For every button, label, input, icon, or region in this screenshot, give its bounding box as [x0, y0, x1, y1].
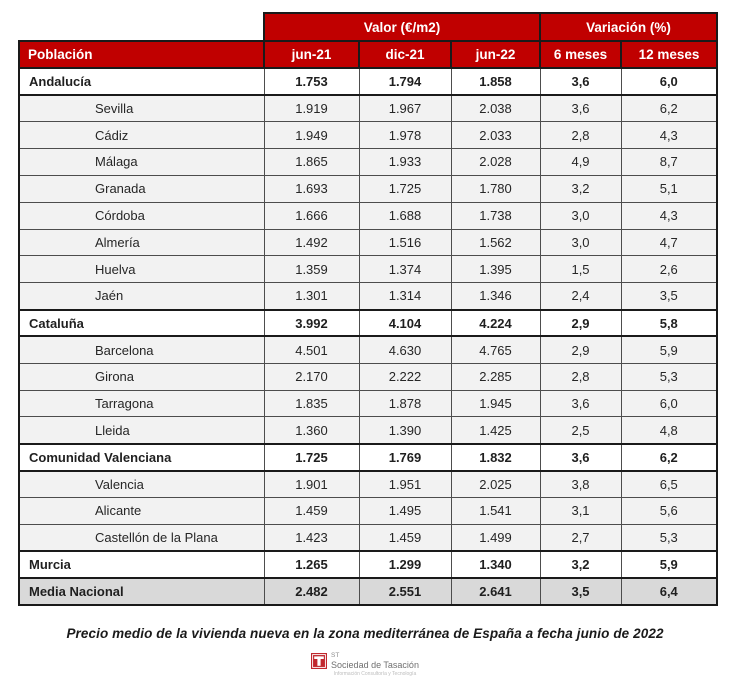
table-row [19, 175, 717, 202]
table-body [19, 68, 717, 605]
value-cell-jun-22: 2.038 [451, 95, 540, 122]
row-label-cell: Barcelona [19, 336, 264, 363]
row-label-cell: Jaén [19, 283, 264, 310]
value-cell-jun-22: 1.738 [451, 202, 540, 229]
value-cell-jun-22: 1.340 [451, 551, 540, 578]
value-cell-6 meses: 3,0 [540, 202, 621, 229]
value-cell-6 meses: 2,9 [540, 336, 621, 363]
table-row [19, 363, 717, 390]
table-row [19, 390, 717, 417]
row-label-cell: Málaga [19, 149, 264, 176]
column-header-jun-22: jun-22 [451, 41, 540, 68]
value-cell-12 meses: 6,5 [621, 471, 717, 498]
value-cell-jun-21: 1.359 [264, 256, 359, 283]
value-cell-jun-22: 1.780 [451, 175, 540, 202]
value-cell-jun-22: 1.395 [451, 256, 540, 283]
value-cell-jun-21: 1.360 [264, 417, 359, 444]
table-row [19, 551, 717, 578]
value-cell-jun-21: 1.666 [264, 202, 359, 229]
st-logo-icon [311, 653, 327, 669]
value-cell-6 meses: 3,2 [540, 551, 621, 578]
value-cell-dic-21: 1.374 [359, 256, 451, 283]
value-cell-dic-21: 1.459 [359, 524, 451, 551]
value-cell-12 meses: 8,7 [621, 149, 717, 176]
value-cell-6 meses: 3,6 [540, 95, 621, 122]
value-cell-dic-21: 1.299 [359, 551, 451, 578]
table-row [19, 417, 717, 444]
value-cell-12 meses: 6,0 [621, 390, 717, 417]
value-cell-dic-21: 1.978 [359, 122, 451, 149]
table-row [19, 68, 717, 95]
value-cell-6 meses: 3,6 [540, 444, 621, 471]
value-cell-12 meses: 6,2 [621, 444, 717, 471]
value-cell-jun-21: 1.423 [264, 524, 359, 551]
value-cell-dic-21: 4.104 [359, 310, 451, 337]
value-cell-6 meses: 2,8 [540, 122, 621, 149]
value-cell-12 meses: 5,3 [621, 524, 717, 551]
value-cell-jun-21: 2.170 [264, 363, 359, 390]
value-cell-jun-22: 1.945 [451, 390, 540, 417]
value-cell-jun-21: 1.753 [264, 68, 359, 95]
price-table-container [18, 12, 718, 606]
value-cell-12 meses: 5,9 [621, 336, 717, 363]
row-label-cell: Castellón de la Plana [19, 524, 264, 551]
row-label-cell: Granada [19, 175, 264, 202]
value-cell-6 meses: 3,6 [540, 68, 621, 95]
value-cell-6 meses: 3,5 [540, 578, 621, 605]
value-cell-jun-21: 1.492 [264, 229, 359, 256]
value-cell-jun-21: 4.501 [264, 336, 359, 363]
row-label-cell: Almería [19, 229, 264, 256]
value-cell-jun-21: 3.992 [264, 310, 359, 337]
row-label-cell: Córdoba [19, 202, 264, 229]
value-cell-dic-21: 1.933 [359, 149, 451, 176]
table-row [19, 524, 717, 551]
valor-group-header: Valor (€/m2) [264, 13, 540, 41]
value-cell-12 meses: 6,0 [621, 68, 717, 95]
value-cell-6 meses: 4,9 [540, 149, 621, 176]
sociedad-de-tasacion-logo [311, 653, 419, 677]
value-cell-dic-21: 2.222 [359, 363, 451, 390]
row-label-cell: Valencia [19, 471, 264, 498]
row-label-cell: Andalucía [19, 68, 264, 95]
value-cell-6 meses: 2,7 [540, 524, 621, 551]
value-cell-jun-22: 1.858 [451, 68, 540, 95]
column-header-poblacion: Población [19, 41, 264, 68]
table-row [19, 498, 717, 525]
logo-area [0, 653, 730, 677]
value-cell-6 meses: 3,1 [540, 498, 621, 525]
value-cell-12 meses: 5,9 [621, 551, 717, 578]
value-cell-6 meses: 3,0 [540, 229, 621, 256]
value-cell-dic-21: 1.769 [359, 444, 451, 471]
value-cell-jun-22: 2.025 [451, 471, 540, 498]
value-cell-dic-21: 1.688 [359, 202, 451, 229]
table-row [19, 336, 717, 363]
value-cell-12 meses: 4,3 [621, 202, 717, 229]
column-header-6-meses: 6 meses [540, 41, 621, 68]
value-cell-12 meses: 5,6 [621, 498, 717, 525]
value-cell-jun-21: 1.835 [264, 390, 359, 417]
value-cell-12 meses: 4,3 [621, 122, 717, 149]
column-header-row [19, 41, 717, 68]
value-cell-12 meses: 6,2 [621, 95, 717, 122]
row-label-cell: Huelva [19, 256, 264, 283]
value-cell-jun-21: 1.301 [264, 283, 359, 310]
value-cell-jun-22: 1.541 [451, 498, 540, 525]
row-label-cell: Sevilla [19, 95, 264, 122]
value-cell-jun-21: 1.265 [264, 551, 359, 578]
variacion-group-header: Variación (%) [540, 13, 717, 41]
column-header-jun-21: jun-21 [264, 41, 359, 68]
value-cell-6 meses: 2,8 [540, 363, 621, 390]
value-cell-jun-21: 1.693 [264, 175, 359, 202]
value-cell-6 meses: 2,9 [540, 310, 621, 337]
value-cell-jun-21: 1.901 [264, 471, 359, 498]
value-cell-jun-21: 1.919 [264, 95, 359, 122]
table-row [19, 229, 717, 256]
row-label-cell: Girona [19, 363, 264, 390]
value-cell-dic-21: 1.390 [359, 417, 451, 444]
value-cell-jun-22: 2.641 [451, 578, 540, 605]
value-cell-jun-22: 1.346 [451, 283, 540, 310]
value-cell-jun-22: 2.285 [451, 363, 540, 390]
value-cell-6 meses: 2,4 [540, 283, 621, 310]
column-header-12-meses: 12 meses [621, 41, 717, 68]
value-cell-dic-21: 1.314 [359, 283, 451, 310]
value-cell-dic-21: 2.551 [359, 578, 451, 605]
value-cell-12 meses: 2,6 [621, 256, 717, 283]
row-label-cell: Alicante [19, 498, 264, 525]
value-cell-6 meses: 3,8 [540, 471, 621, 498]
row-label-cell: Murcia [19, 551, 264, 578]
value-cell-dic-21: 1.495 [359, 498, 451, 525]
value-cell-dic-21: 1.516 [359, 229, 451, 256]
table-row [19, 283, 717, 310]
table-row [19, 149, 717, 176]
value-cell-jun-21: 1.949 [264, 122, 359, 149]
value-cell-jun-21: 1.459 [264, 498, 359, 525]
value-cell-dic-21: 1.878 [359, 390, 451, 417]
value-cell-12 meses: 5,8 [621, 310, 717, 337]
table-row [19, 444, 717, 471]
price-table [18, 12, 718, 606]
value-cell-6 meses: 2,5 [540, 417, 621, 444]
table-row [19, 310, 717, 337]
table-row [19, 471, 717, 498]
group-header-row [19, 13, 717, 41]
value-cell-12 meses: 4,8 [621, 417, 717, 444]
value-cell-12 meses: 5,3 [621, 363, 717, 390]
value-cell-dic-21: 1.725 [359, 175, 451, 202]
row-label-cell: Media Nacional [19, 578, 264, 605]
table-row [19, 95, 717, 122]
row-label-cell: Comunidad Valenciana [19, 444, 264, 471]
logo-name: Sociedad de Tasación [331, 659, 419, 670]
value-cell-jun-21: 1.725 [264, 444, 359, 471]
table-row [19, 256, 717, 283]
value-cell-jun-22: 1.832 [451, 444, 540, 471]
value-cell-dic-21: 1.951 [359, 471, 451, 498]
value-cell-6 meses: 3,2 [540, 175, 621, 202]
value-cell-dic-21: 4.630 [359, 336, 451, 363]
logo-text-block [331, 653, 419, 677]
table-row [19, 122, 717, 149]
value-cell-6 meses: 3,6 [540, 390, 621, 417]
value-cell-jun-22: 1.425 [451, 417, 540, 444]
blank-corner-cell [19, 13, 264, 41]
value-cell-6 meses: 1,5 [540, 256, 621, 283]
value-cell-12 meses: 6,4 [621, 578, 717, 605]
value-cell-jun-21: 1.865 [264, 149, 359, 176]
table-row [19, 578, 717, 605]
column-header-dic-21: dic-21 [359, 41, 451, 68]
value-cell-jun-22: 4.765 [451, 336, 540, 363]
value-cell-jun-22: 1.562 [451, 229, 540, 256]
figure-caption: Precio medio de la vivienda nueva en la zona mediterránea de España a fecha junio de 2022 [66, 626, 664, 641]
value-cell-jun-21: 2.482 [264, 578, 359, 605]
value-cell-12 meses: 3,5 [621, 283, 717, 310]
value-cell-12 meses: 4,7 [621, 229, 717, 256]
row-label-cell: Cataluña [19, 310, 264, 337]
value-cell-jun-22: 1.499 [451, 524, 540, 551]
table-row [19, 202, 717, 229]
logo-tagline: Información Consultoría y Tecnología [333, 670, 417, 677]
row-label-cell: Tarragona [19, 390, 264, 417]
logo-abbr: ST [331, 652, 340, 659]
value-cell-dic-21: 1.794 [359, 68, 451, 95]
value-cell-dic-21: 1.967 [359, 95, 451, 122]
row-label-cell: Lleida [19, 417, 264, 444]
value-cell-12 meses: 5,1 [621, 175, 717, 202]
value-cell-jun-22: 2.028 [451, 149, 540, 176]
value-cell-jun-22: 4.224 [451, 310, 540, 337]
row-label-cell: Cádiz [19, 122, 264, 149]
value-cell-jun-22: 2.033 [451, 122, 540, 149]
